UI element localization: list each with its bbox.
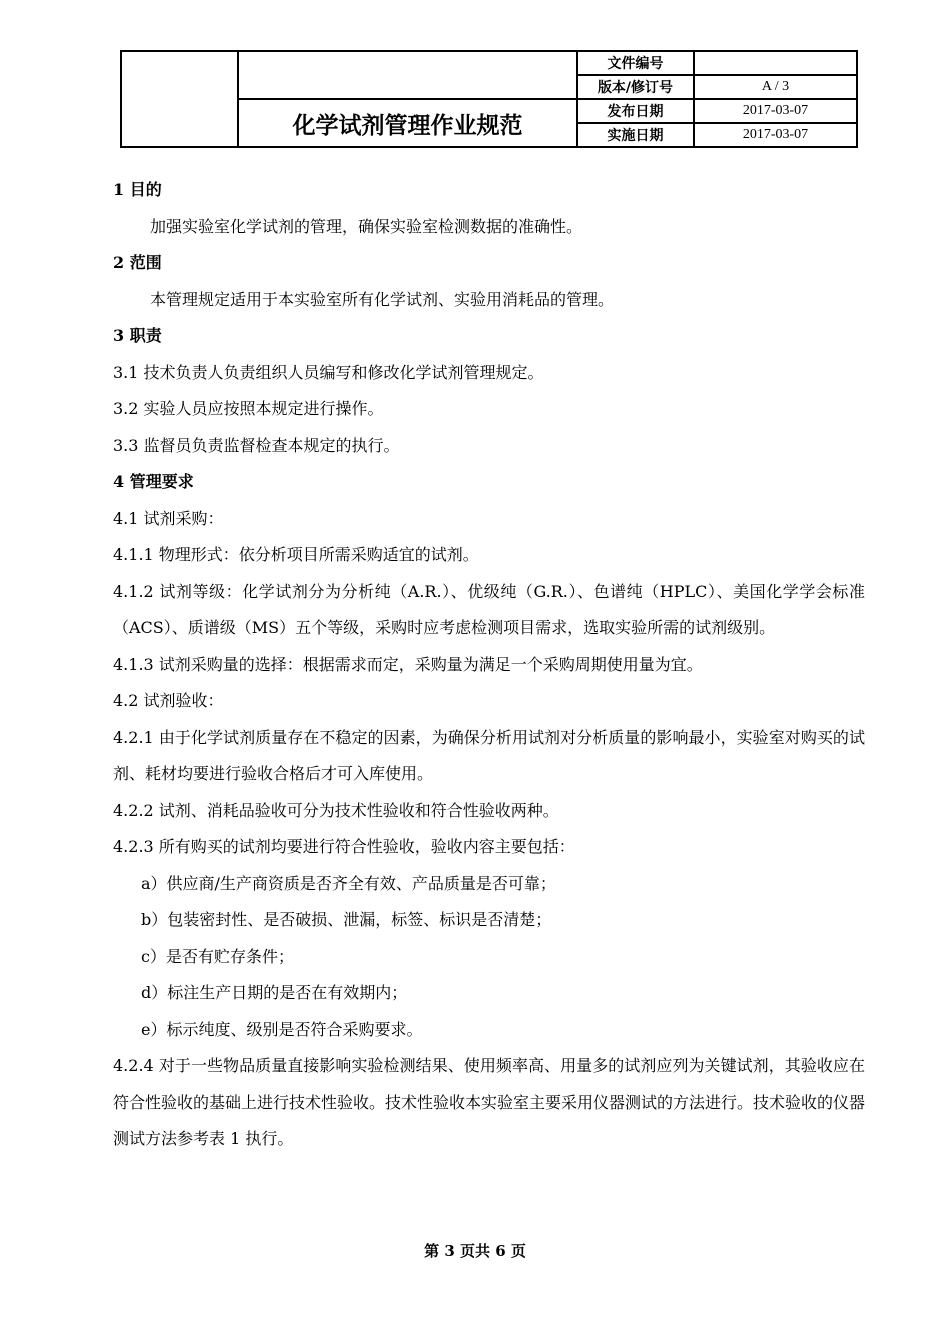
issue-date-label: 发布日期 — [577, 99, 694, 123]
logo-cell — [121, 51, 238, 147]
paragraph: 4.2.2 试剂、消耗品验收可分为技术性验收和符合性验收两种。 — [113, 800, 559, 820]
doc-number-label: 文件编号 — [577, 51, 694, 75]
paragraph: 3.2 实验人员应按照本规定进行操作。 — [113, 399, 384, 418]
list-item: b）包装密封性、是否破损、泄漏，标签、标识是否清楚； — [141, 910, 552, 929]
page-number: 第 3 页共 6 页 — [424, 1242, 526, 1260]
paragraph: 4.2.3 所有购买的试剂均要进行符合性验收，验收内容主要包括： — [113, 837, 575, 856]
effective-date-value: 2017-03-07 — [694, 123, 857, 147]
version-label: 版本/修订号 — [577, 75, 694, 99]
section-heading: 4 管理要求 — [113, 472, 194, 491]
section-heading: 2 范围 — [113, 253, 162, 272]
paragraph: 4.1.1 物理形式：依分析项目所需采购适宜的试剂。 — [113, 545, 479, 564]
document-body — [113, 172, 865, 1158]
list-item: d）标注生产日期的是否在有效期内； — [141, 983, 408, 1002]
effective-date-label: 实施日期 — [577, 123, 694, 147]
paragraph: 4.2 试剂验收： — [113, 691, 224, 710]
document-title: 化学试剂管理作业规范 — [238, 99, 577, 147]
title-top-cell — [238, 51, 577, 99]
issue-date-value: 2017-03-07 — [694, 99, 857, 123]
paragraph: 本管理规定适用于本实验室所有化学试剂、实验用消耗品的管理。 — [150, 289, 615, 309]
paragraph: 加强实验室化学试剂的管理，确保实验室检测数据的准确性。 — [150, 216, 583, 236]
document-header-table — [120, 50, 858, 148]
list-item: a）供应商/生产商资质是否齐全有效、产品质量是否可靠； — [141, 873, 556, 893]
paragraph: 4.1.3 试剂采购量的选择：根据需求而定，采购量为满足一个采购周期使用量为宜。 — [113, 654, 703, 674]
list-item: c）是否有贮存条件； — [141, 946, 294, 966]
paragraph: 4.2.1 由于化学试剂质量存在不稳定的因素，为确保分析用试剂对分析质量的影响最小，实验室对购买的试剂、耗材均要进行验收合格后才可入库使用。 — [113, 727, 865, 783]
version-value: A / 3 — [694, 75, 857, 99]
section-heading: 1 目的 — [113, 180, 162, 199]
list-item: e）标示纯度、级别是否符合采购要求。 — [141, 1019, 423, 1039]
paragraph: 4.2.4 对于一些物品质量直接影响实验检测结果、使用频率高、用量多的试剂应列为关键试剂，其验收应在符合性验收的基础上进行技术性验收。技术性验收本实验室主要采用仪器测试的方法进行。技术验收的仪器测试方法参考表 1 执行。 — [113, 1056, 866, 1148]
section-heading: 3 职责 — [113, 326, 162, 345]
paragraph: 4.1.2 试剂等级：化学试剂分为分析纯（A.R.）、优级纯（G.R.）、色谱纯（HPLC）、美国化学学会标准（ACS）、质谱级（MS）五个等级，采购时应考虑检测项目需求，选取实验所需的试剂级别。 — [113, 581, 865, 637]
paragraph: 4.1 试剂采购： — [113, 508, 224, 528]
doc-number-value — [694, 51, 857, 75]
paragraph: 3.1 技术负责人负责组织人员编写和修改化学试剂管理规定。 — [113, 362, 544, 382]
paragraph: 3.3 监督员负责监督检查本规定的执行。 — [113, 435, 400, 455]
